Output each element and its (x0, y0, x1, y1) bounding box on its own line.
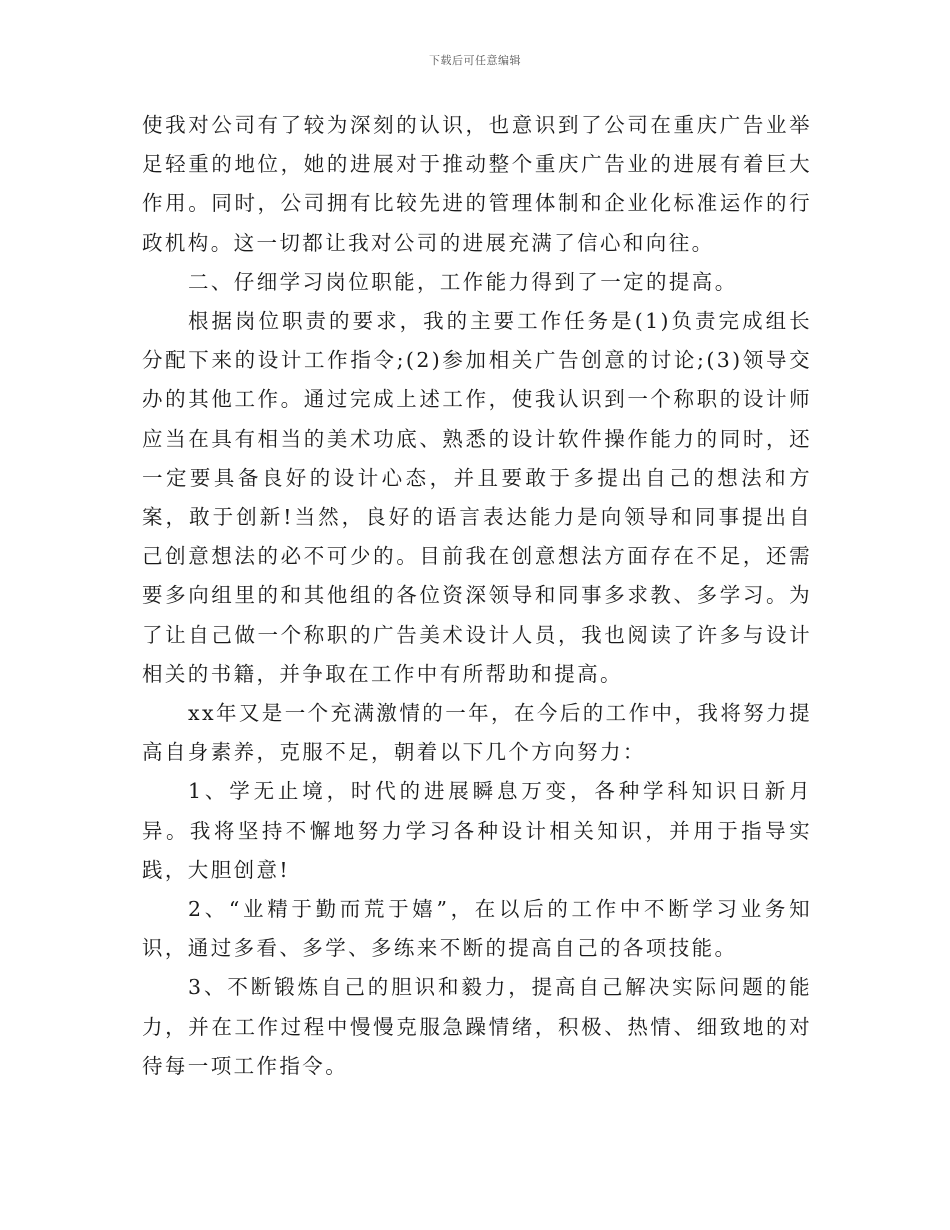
paragraph: 使我对公司有了较为深刻的认识，也意识到了公司在重庆广告业举足轻重的地位，她的进展对于推动整个重庆广告业的进展有着巨大作用。同时，公司拥有比较先进的管理体制和企业化标准运作的行政机构。这一切都让我对公司的进展充满了信心和向往。 (142, 113, 812, 255)
section-heading: 二、仔细学习岗位职能，工作能力得到了一定的提高。 (188, 269, 738, 294)
page-header: 下载后可任意编辑 (429, 54, 521, 67)
paragraph: xx年又是一个充满激情的一年，在今后的工作中，我将努力提高自身素养，克服不足，朝着以下几个方向努力： (142, 701, 812, 765)
list-item: 3、不断锻炼自己的胆识和毅力，提高自己解决实际问题的能力，并在工作过程中慢慢克服急躁情绪，积极、热情、细致地的对待每一项工作指令。 (142, 975, 812, 1078)
paragraph: 根据岗位职责的要求，我的主要工作任务是(1)负责完成组长分配下来的设计工作指令;(2)参加相关广告创意的讨论;(3)领导交办的其他工作。通过完成上述工作，使我认识到一个称职的设计师应当在具有相当的美术功底、熟悉的设计软件操作能力的同时，还一定要具备良好的设计心态，并且要敢于多提出自己的想法和方案，敢于创新!当然，良好的语言表达能力是向领导和同事提出自己创意想法的必不可少的。目前我在创意想法方面存在不足，还需要多向组里的和其他组的各位资深领导和同事多求教、多学习。为了让自己做一个称职的广告美术设计人员，我也阅读了许多与设计相关的书籍，并争取在工作中有所帮助和提高。 (142, 309, 812, 686)
document-body (142, 106, 812, 1086)
list-item: 1、学无止境，时代的进展瞬息万变，各种学科知识日新月异。我将坚持不懈地努力学习各种设计相关知识，并用于指导实践，大胆创意! (142, 779, 812, 882)
list-item: 2、“业精于勤而荒于嬉”，在以后的工作中不断学习业务知识，通过多看、多学、多练来不断的提高自己的各项技能。 (142, 897, 812, 961)
